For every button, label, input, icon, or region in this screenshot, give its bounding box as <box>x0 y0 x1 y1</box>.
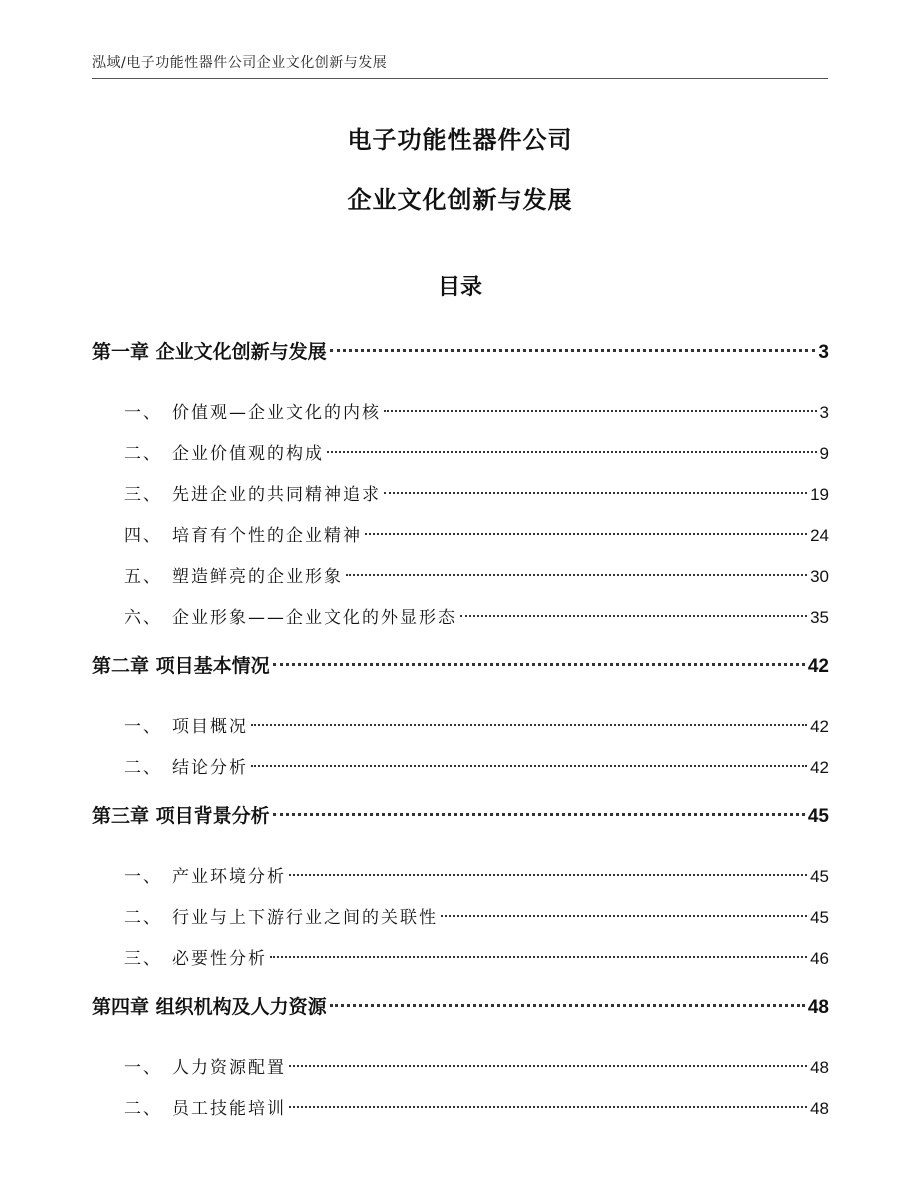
toc-dot-leader <box>289 1065 807 1067</box>
toc-dot-leader <box>365 533 807 535</box>
toc-section-label <box>124 857 286 898</box>
toc-page-number: 19 <box>810 485 829 504</box>
toc-section-entry[interactable] <box>92 856 829 897</box>
toc-section-number: 二、 <box>124 444 162 464</box>
toc-section-entry[interactable] <box>92 515 829 556</box>
toc-section-entry[interactable] <box>92 938 829 979</box>
toc-section-entry[interactable] <box>92 556 829 597</box>
toc-page-number: 3 <box>818 342 829 363</box>
toc-dot-leader <box>384 492 807 494</box>
toc-section-entry[interactable] <box>92 747 829 788</box>
toc-page-number: 42 <box>810 758 829 777</box>
toc-section-entry[interactable] <box>92 474 829 515</box>
toc-chapter-label: 第一章 企业文化创新与发展 <box>92 341 327 363</box>
toc-dot-leader <box>251 765 807 767</box>
toc-chapter-entry[interactable] <box>92 983 829 1031</box>
toc-section-label <box>124 598 457 639</box>
toc-section-label <box>124 1089 286 1130</box>
toc-page-number: 30 <box>810 567 829 586</box>
toc-dot-leader <box>327 451 817 453</box>
toc-page-number: 42 <box>807 656 829 677</box>
toc-dot-leader <box>289 1106 807 1108</box>
toc-page-number: 42 <box>810 717 829 736</box>
toc-page-number: 48 <box>810 1058 829 1077</box>
toc-section-number: 三、 <box>124 949 162 969</box>
toc-dot-leader <box>384 410 817 412</box>
running-header: 泓域/电子功能性器件公司企业文化创新与发展 <box>92 55 388 71</box>
toc-section-label <box>124 557 343 598</box>
toc-dot-leader <box>441 915 807 917</box>
toc-section-label <box>124 516 362 557</box>
toc-page-number: 46 <box>810 949 829 968</box>
toc-section-entry[interactable] <box>92 1047 829 1088</box>
toc-section-entry[interactable] <box>92 392 829 433</box>
toc-chapter-entry[interactable] <box>92 642 829 690</box>
toc-chapter-entry[interactable] <box>92 328 829 376</box>
toc-heading: 目录 <box>437 275 482 300</box>
toc-section-entry[interactable] <box>92 706 829 747</box>
toc-section-entry[interactable] <box>92 433 829 474</box>
toc-section-title: 企业价值观的构成 <box>172 444 324 464</box>
toc-dot-leader <box>273 813 805 816</box>
toc-section-number: 五、 <box>124 567 162 587</box>
toc-section-number: 一、 <box>124 403 162 423</box>
toc-section-number: 四、 <box>124 526 162 546</box>
toc-section-label <box>124 748 248 789</box>
toc-page-number: 45 <box>810 908 829 927</box>
toc-page-number: 45 <box>810 867 829 886</box>
toc-dot-leader <box>289 874 807 876</box>
toc-dot-leader <box>346 574 807 576</box>
toc-dot-leader <box>330 1004 805 1007</box>
toc-section-title: 必要性分析 <box>172 949 267 969</box>
toc-dot-leader <box>273 663 805 666</box>
toc-section-number: 六、 <box>124 608 162 628</box>
toc-section-title: 人力资源配置 <box>172 1058 286 1078</box>
header-divider <box>92 78 828 79</box>
toc-section-label <box>124 939 267 980</box>
toc-section-title: 结论分析 <box>172 758 248 778</box>
toc-section-label <box>124 898 438 939</box>
document-title-line-2: 企业文化创新与发展 <box>347 186 573 214</box>
toc-section-title: 员工技能培训 <box>172 1099 286 1119</box>
toc-page-number: 48 <box>807 997 829 1018</box>
toc-section-label <box>124 393 381 434</box>
toc-page-number: 9 <box>819 444 829 463</box>
toc-page-number: 24 <box>810 526 829 545</box>
toc-page-number: 35 <box>810 608 829 627</box>
toc-section-title: 先进企业的共同精神追求 <box>172 485 381 505</box>
toc-section-entry[interactable] <box>92 897 829 938</box>
toc-section-title: 项目概况 <box>172 717 248 737</box>
toc-section-label <box>124 1048 286 1089</box>
toc-chapter-entry[interactable] <box>92 792 829 840</box>
toc-section-number: 一、 <box>124 1058 162 1078</box>
toc-dot-leader <box>251 724 807 726</box>
toc-section-label <box>124 475 381 516</box>
toc-dot-leader <box>270 956 807 958</box>
toc-section-label <box>124 434 324 475</box>
toc-chapter-label: 第三章 项目背景分析 <box>92 805 270 827</box>
toc-section-number: 一、 <box>124 867 162 887</box>
toc-section-title: 行业与上下游行业之间的关联性 <box>172 908 438 928</box>
toc-section-title: 塑造鲜亮的企业形象 <box>172 567 343 587</box>
toc-section-title: 培育有个性的企业精神 <box>172 526 362 546</box>
toc-page-number: 45 <box>807 806 829 827</box>
toc-section-entry[interactable] <box>92 597 829 638</box>
toc-chapter-label: 第二章 项目基本情况 <box>92 655 270 677</box>
toc-dot-leader <box>330 349 816 352</box>
toc-section-number: 三、 <box>124 485 162 505</box>
toc-chapter-label: 第四章 组织机构及人力资源 <box>92 996 327 1018</box>
toc-section-title: 产业环境分析 <box>172 867 286 887</box>
toc-section-number: 二、 <box>124 1099 162 1119</box>
toc-dot-leader <box>460 615 807 617</box>
document-title-line-1: 电子功能性器件公司 <box>347 126 573 154</box>
toc-section-title: 价值观—企业文化的内核 <box>172 403 381 423</box>
toc-section-number: 二、 <box>124 908 162 928</box>
toc-section-label <box>124 707 248 748</box>
toc-page-number: 48 <box>810 1099 829 1118</box>
toc-page-number: 3 <box>819 403 829 422</box>
toc-section-title: 企业形象——企业文化的外显形态 <box>172 608 457 628</box>
toc-section-entry[interactable] <box>92 1088 829 1129</box>
table-of-contents <box>92 328 829 1129</box>
toc-section-number: 一、 <box>124 717 162 737</box>
toc-section-number: 二、 <box>124 758 162 778</box>
